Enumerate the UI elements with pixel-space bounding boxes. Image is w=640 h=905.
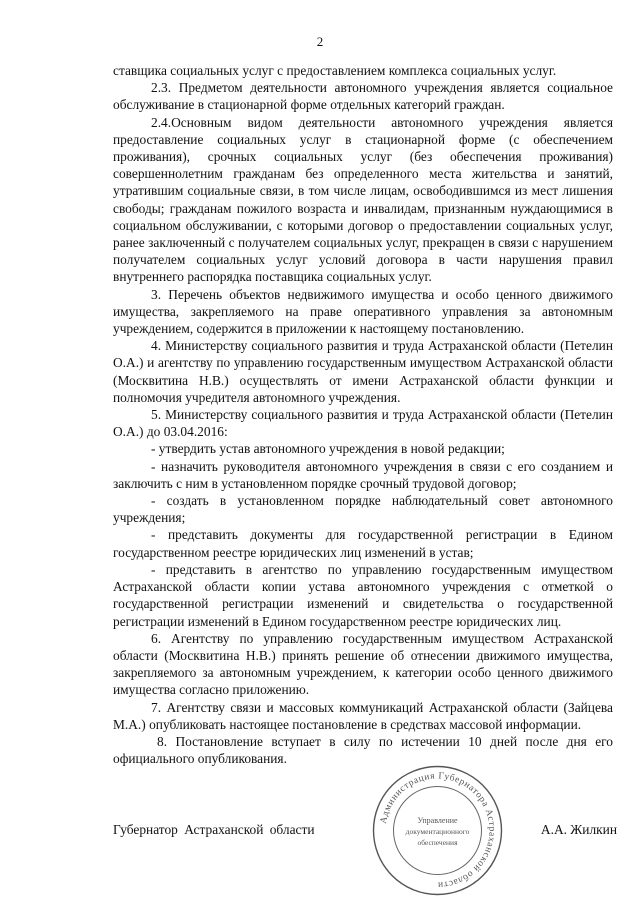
list-item-registration-docs: - представить документы для государственной регистрации в Едином государственном реестре юридических лиц изменений в устав; [113, 527, 613, 560]
paragraph-2-4: 2.4.Основным видом деятельности автономного учреждения является предоставление социальных услуг в стационарной форме (с обеспечением проживания), срочных социальных услуг (без обеспечения проживания) совершеннолетним гражданам без определенного места жительства и занятий, утратившим социальные связи, в том числе лицам, освободившимся из мест лишения свободы; гражданам пожилого возраста и инвалидам, признанным нуждающимися в социальном обслуживании, с которыми договор о предоставлении социальных услуг, ранее заключенный с получателем социальных услуг, прекращен в связи с нарушением получателем социальных услуг условий договора в части нарушения правил внутреннего распорядка поставщика социальных услуг. [113, 114, 613, 285]
list-item-submit-copies: - представить в агентство по управлению государственным имуществом Астраханской области копии устава автономного учреждения с отметкой о государственной регистрации изменений и свидетельства о государственной регистрации изменений в Едином государственном реестре юридических лиц. [113, 561, 613, 629]
paragraph-8: 8. Постановление вступает в силу по истечении 10 дней после дня его официального опубликования. [113, 733, 613, 767]
paragraph-3: 3. Перечень объектов недвижимого имущества и особо ценного движимого имущества, закрепляемого на праве оперативного управления за автономным учреждением, содержится в приложении к настоящему постановлению. [113, 286, 613, 337]
paragraph-continuation: ставщика социальных услуг с предоставлением комплекса социальных услуг. [113, 63, 557, 78]
list-item-approve-charter: - утвердить устав автономного учреждения в новой редакции; [151, 441, 505, 457]
stamp-center-line-1: Управление [417, 816, 458, 825]
paragraph-6: 6. Агентству по управлению государственным имуществом Астраханской области (Москвитина Н.В.) принять решение об отнесении движимого имущества, закрепляемого за автономным учреждением, к категории особо ценного движимого имущества согласно приложению. [113, 630, 613, 698]
signatory-position: Губернатор Астраханской области [113, 822, 315, 837]
signatory-name: А.А. Жилкин [540, 822, 617, 837]
paragraph-7: 7. Агентству связи и массовых коммуникаций Астраханской области (Зайцева М.А.) опубликовать настоящее постановление в средствах массовой информации. [113, 699, 613, 732]
paragraph-5: 5. Министерству социального развития и труда Астраханской области (Петелин О.А.) до 03.04.2016: [113, 407, 613, 440]
official-stamp [370, 763, 505, 898]
paragraph-4: 4. Министерству социального развития и труда Астраханской области (Петелин О.А.) и агентству по управлению государственным имуществом Астраханской области (Москвитина Н.В.) осуществлять от имени Астраханской области функции и полномочия учредителя автономного учреждения. [113, 338, 613, 405]
list-item-supervisory-board: - создать в установленном порядке наблюдательный совет автономного учреждения; [113, 493, 613, 526]
list-item-appoint-head: - назначить руководителя автономного учреждения в связи с его созданием и заключить с ним в установленном порядке срочный трудовой договор; [113, 458, 613, 491]
stamp-ring-textpath: Администрация Губернатора Астраханской области [378, 771, 497, 890]
stamp-center-line-2: документационного [405, 827, 470, 836]
paragraph-2-3: 2.3. Предметом деятельности автономного учреждения является социальное обслуживание в стационарной форме отдельных категорий граждан. [113, 80, 613, 113]
stamp-center-line-3: обеспечения [417, 838, 458, 847]
page-number: 2 [316, 34, 324, 49]
document-body [113, 62, 613, 767]
